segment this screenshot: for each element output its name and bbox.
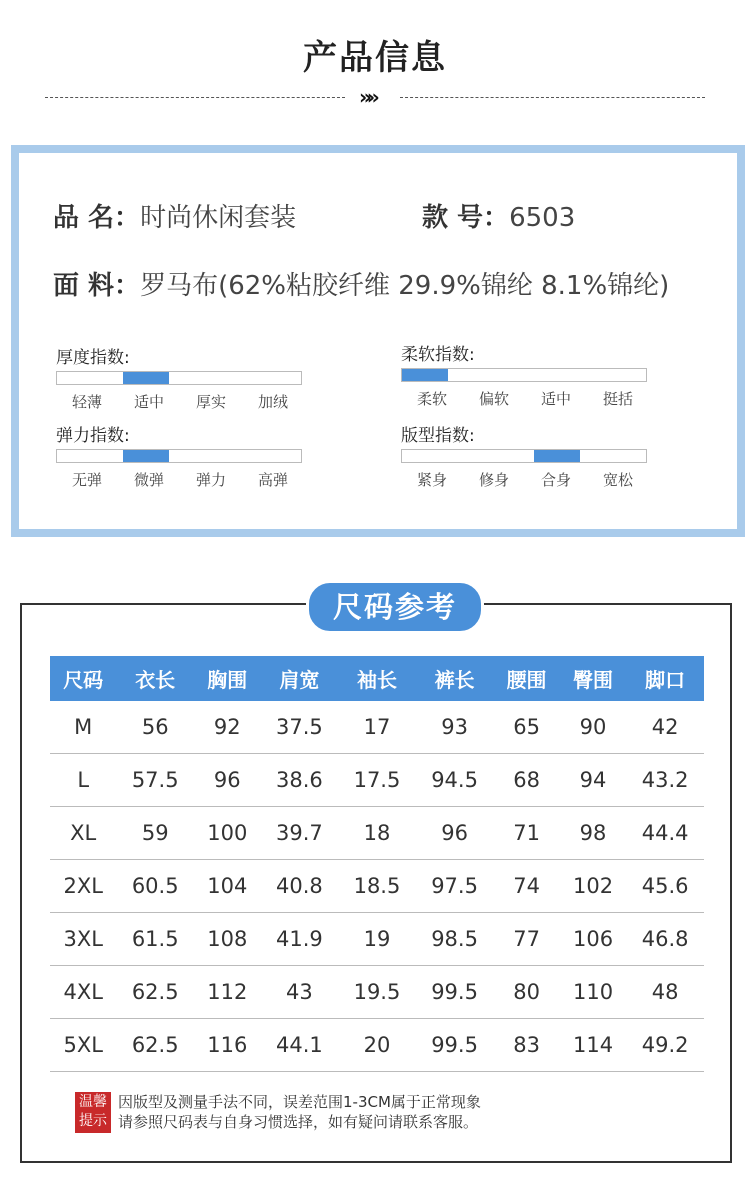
style-number-value: 6503 xyxy=(509,203,576,233)
table-cell: 94.5 xyxy=(416,754,494,807)
index-bar xyxy=(56,449,302,463)
fabric-value: 罗马布(62%粘胶纤维 29.9%锦纶 8.1%锦纶) xyxy=(140,271,670,301)
index-option: 微弹 xyxy=(133,471,164,489)
index-label: 柔软指数: xyxy=(401,345,475,365)
product-name-label: 品 名： xyxy=(53,203,141,233)
table-cell: 49.2 xyxy=(626,1019,704,1072)
table-cell: 39.7 xyxy=(261,807,339,860)
table-cell: 5XL xyxy=(50,1019,116,1072)
table-cell: 90 xyxy=(560,701,627,754)
table-cell: 102 xyxy=(560,860,627,913)
table-cell: 45.6 xyxy=(626,860,704,913)
table-cell: 19 xyxy=(338,913,416,966)
index-bar-fill xyxy=(402,369,448,381)
fabric-row xyxy=(53,265,669,302)
table-cell: 74 xyxy=(493,860,559,913)
table-cell: 98.5 xyxy=(416,913,494,966)
double-chevron-icon: »» xyxy=(359,85,375,109)
table-cell: 46.8 xyxy=(626,913,704,966)
table-row xyxy=(50,860,704,913)
table-cell: 2XL xyxy=(50,860,116,913)
index-bar xyxy=(401,449,647,463)
table-cell: 43.2 xyxy=(626,754,704,807)
title-divider xyxy=(45,85,705,109)
index-option: 紧身 xyxy=(416,471,447,489)
product-name-value: 时尚休闲套装 xyxy=(140,203,297,233)
table-row xyxy=(50,701,704,754)
product-name-row xyxy=(53,197,296,234)
index-bar xyxy=(56,371,302,385)
index-option: 适中 xyxy=(540,390,571,408)
table-cell: 44.1 xyxy=(261,1019,339,1072)
table-cell: 99.5 xyxy=(416,1019,494,1072)
table-cell: 57.5 xyxy=(116,754,194,807)
column-header: 袖长 xyxy=(338,656,416,701)
index-bar-fill xyxy=(534,450,580,462)
product-info-panel xyxy=(11,145,745,537)
index-bar-fill xyxy=(123,450,169,462)
table-cell: 97.5 xyxy=(416,860,494,913)
table-cell: 104 xyxy=(194,860,261,913)
index-option: 弹力 xyxy=(195,471,226,489)
table-cell: 98 xyxy=(560,807,627,860)
table-cell: 42 xyxy=(626,701,704,754)
softness-index xyxy=(401,340,649,409)
table-cell: 40.8 xyxy=(261,860,339,913)
table-cell: 77 xyxy=(493,913,559,966)
index-label: 弹力指数: xyxy=(56,426,130,446)
table-cell: 108 xyxy=(194,913,261,966)
table-row xyxy=(50,807,704,860)
fabric-label: 面 料： xyxy=(53,271,141,301)
tip-line: 因版型及测量手法不同，误差范围1-3CM属于正常现象 xyxy=(118,1093,481,1111)
table-cell: 48 xyxy=(626,966,704,1019)
column-header: 脚口 xyxy=(626,656,704,701)
table-cell: 100 xyxy=(194,807,261,860)
table-cell: 43 xyxy=(261,966,339,1019)
table-row xyxy=(50,966,704,1019)
index-option: 柔软 xyxy=(416,390,447,408)
size-table xyxy=(50,656,704,1072)
table-cell: 93 xyxy=(416,701,494,754)
column-header: 胸围 xyxy=(194,656,261,701)
index-option: 挺括 xyxy=(602,390,633,408)
table-cell: 17.5 xyxy=(338,754,416,807)
column-header: 肩宽 xyxy=(261,656,339,701)
table-header-row xyxy=(50,656,704,701)
table-cell: 106 xyxy=(560,913,627,966)
column-header: 腰围 xyxy=(493,656,559,701)
table-row xyxy=(50,1019,704,1072)
index-label: 版型指数: xyxy=(401,426,475,446)
table-cell: 92 xyxy=(194,701,261,754)
column-header: 尺码 xyxy=(50,656,116,701)
column-header: 裤长 xyxy=(416,656,494,701)
table-cell: 59 xyxy=(116,807,194,860)
index-option: 轻薄 xyxy=(71,393,102,411)
index-label: 厚度指数: xyxy=(56,348,130,368)
tip-badge-line: 温馨 xyxy=(79,1094,107,1110)
table-cell: 83 xyxy=(493,1019,559,1072)
table-cell: 20 xyxy=(338,1019,416,1072)
index-option: 无弹 xyxy=(71,471,102,489)
table-cell: 94 xyxy=(560,754,627,807)
style-number-row xyxy=(422,197,575,234)
table-cell: M xyxy=(50,701,116,754)
table-row xyxy=(50,754,704,807)
table-cell: 114 xyxy=(560,1019,627,1072)
table-cell: 56 xyxy=(116,701,194,754)
page-title: 产品信息 xyxy=(303,38,447,78)
elasticity-index xyxy=(56,421,304,490)
table-cell: 71 xyxy=(493,807,559,860)
table-cell: 96 xyxy=(194,754,261,807)
table-cell: 110 xyxy=(560,966,627,1019)
table-cell: XL xyxy=(50,807,116,860)
style-number-label: 款 号： xyxy=(422,203,510,233)
table-cell: 17 xyxy=(338,701,416,754)
table-cell: 62.5 xyxy=(116,966,194,1019)
table-cell: 3XL xyxy=(50,913,116,966)
table-cell: 112 xyxy=(194,966,261,1019)
table-cell: 61.5 xyxy=(116,913,194,966)
column-header: 臀围 xyxy=(560,656,627,701)
table-cell: 80 xyxy=(493,966,559,1019)
table-cell: 99.5 xyxy=(416,966,494,1019)
tip-badge-line: 提示 xyxy=(79,1113,107,1129)
index-bar xyxy=(401,368,647,382)
table-cell: 41.9 xyxy=(261,913,339,966)
tip-text xyxy=(118,1092,481,1132)
index-option: 厚实 xyxy=(195,393,226,411)
divider-line-left xyxy=(45,97,345,98)
table-cell: 96 xyxy=(416,807,494,860)
thickness-index xyxy=(56,343,304,412)
tip-badge xyxy=(75,1092,111,1133)
table-cell: 44.4 xyxy=(626,807,704,860)
table-body xyxy=(50,701,704,1072)
index-option: 加绒 xyxy=(257,393,288,411)
index-option: 高弹 xyxy=(257,471,288,489)
table-cell: 116 xyxy=(194,1019,261,1072)
table-row xyxy=(50,913,704,966)
tip-line: 请参照尺码表与自身习惯选择，如有疑问请联系客服。 xyxy=(118,1113,479,1131)
column-header: 衣长 xyxy=(116,656,194,701)
table-cell: 37.5 xyxy=(261,701,339,754)
index-option: 适中 xyxy=(133,393,164,411)
index-option: 偏软 xyxy=(478,390,509,408)
table-cell: 18 xyxy=(338,807,416,860)
table-cell: 18.5 xyxy=(338,860,416,913)
table-cell: 65 xyxy=(493,701,559,754)
index-option: 合身 xyxy=(540,471,571,489)
index-option: 修身 xyxy=(478,471,509,489)
table-cell: 60.5 xyxy=(116,860,194,913)
table-cell: L xyxy=(50,754,116,807)
table-cell: 62.5 xyxy=(116,1019,194,1072)
size-chart-title: 尺码参考 xyxy=(306,580,484,634)
table-cell: 38.6 xyxy=(261,754,339,807)
table-cell: 68 xyxy=(493,754,559,807)
index-option: 宽松 xyxy=(602,471,633,489)
index-bar-fill xyxy=(123,372,169,384)
table-cell: 4XL xyxy=(50,966,116,1019)
fit-index xyxy=(401,421,649,490)
table-cell: 19.5 xyxy=(338,966,416,1019)
divider-line-right xyxy=(400,97,705,98)
